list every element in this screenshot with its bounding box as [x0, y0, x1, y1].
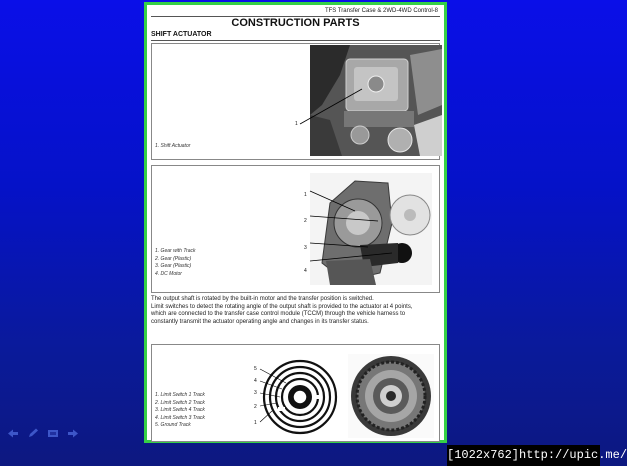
figure-limit-switch-tracks — [151, 344, 440, 442]
pen-icon[interactable] — [26, 428, 39, 438]
svg-text:4: 4 — [304, 268, 307, 274]
figure3-callouts — [252, 362, 262, 432]
watermark-caption: [1022x762]http://upic.me/ — [447, 445, 600, 466]
description-line-2: Limit switches to detect the rotating angle of the output shaft is provided to the actuator at 4 points, — [151, 303, 413, 310]
section-divider — [151, 40, 440, 41]
figure3-caption-1: 1. Limit Switch 1 Track — [155, 392, 205, 398]
svg-text:2: 2 — [254, 404, 257, 410]
figure2-callouts — [302, 186, 312, 276]
svg-text:1: 1 — [295, 121, 298, 127]
figure2-caption-3: 3. Gear (Plastic) — [155, 263, 192, 269]
slide-view-icon[interactable] — [46, 428, 59, 438]
svg-text:1: 1 — [304, 192, 307, 198]
svg-text:5: 5 — [254, 366, 257, 372]
svg-text:3: 3 — [304, 245, 307, 251]
track-diagram — [252, 359, 342, 439]
figure2-caption-2: 2. Gear (Plastic) — [155, 255, 192, 262]
description-line-1: The output shaft is rotated by the built-in motor and the transfer position is switched. — [151, 296, 374, 302]
figure2-caption-4: 4. DC Motor — [155, 270, 182, 277]
slideshow-toolbar — [6, 428, 79, 438]
slide-title: CONSTRUCTION PARTS — [231, 17, 360, 29]
section-title: SHIFT ACTUATOR — [151, 31, 212, 38]
figure1-caption: 1. Shift Actuator — [155, 143, 191, 149]
svg-text:2: 2 — [304, 218, 307, 224]
figure3-caption-5: 5. Ground Track — [155, 422, 191, 428]
figure3-captions — [155, 392, 205, 430]
gear-assembly-photo — [310, 173, 432, 285]
description-line-4: constantly transmit the actuator operating angle and changes in its transfer status. — [151, 318, 369, 325]
presentation-slide — [144, 2, 447, 443]
figure-gears — [151, 165, 440, 293]
figure3-caption-4: 4. Limit Switch 3 Track — [155, 414, 205, 421]
slide-header: TFS Transfer Case & 2WD-4WD Control-8 — [324, 8, 438, 14]
forward-arrow-icon[interactable] — [66, 428, 79, 438]
figure1-callout — [292, 118, 306, 128]
figure3-caption-3: 3. Limit Switch 4 Track — [155, 407, 205, 413]
svg-text:1: 1 — [254, 420, 257, 426]
svg-text:3: 3 — [254, 390, 257, 396]
description-line-3: which are connected to the transfer case control module (TCCM) through the vehicle harness to — [151, 311, 406, 318]
back-arrow-icon[interactable] — [6, 428, 19, 438]
figure-shift-actuator — [151, 43, 440, 160]
track-disc-photo — [348, 354, 434, 438]
description-text — [151, 296, 441, 326]
figure3-caption-2: 2. Limit Switch 2 Track — [155, 399, 205, 406]
figure2-caption-1: 1. Gear with Track — [155, 248, 196, 254]
shift-actuator-photo — [310, 45, 442, 156]
figure2-captions — [155, 248, 195, 278]
svg-text:4: 4 — [254, 378, 257, 384]
